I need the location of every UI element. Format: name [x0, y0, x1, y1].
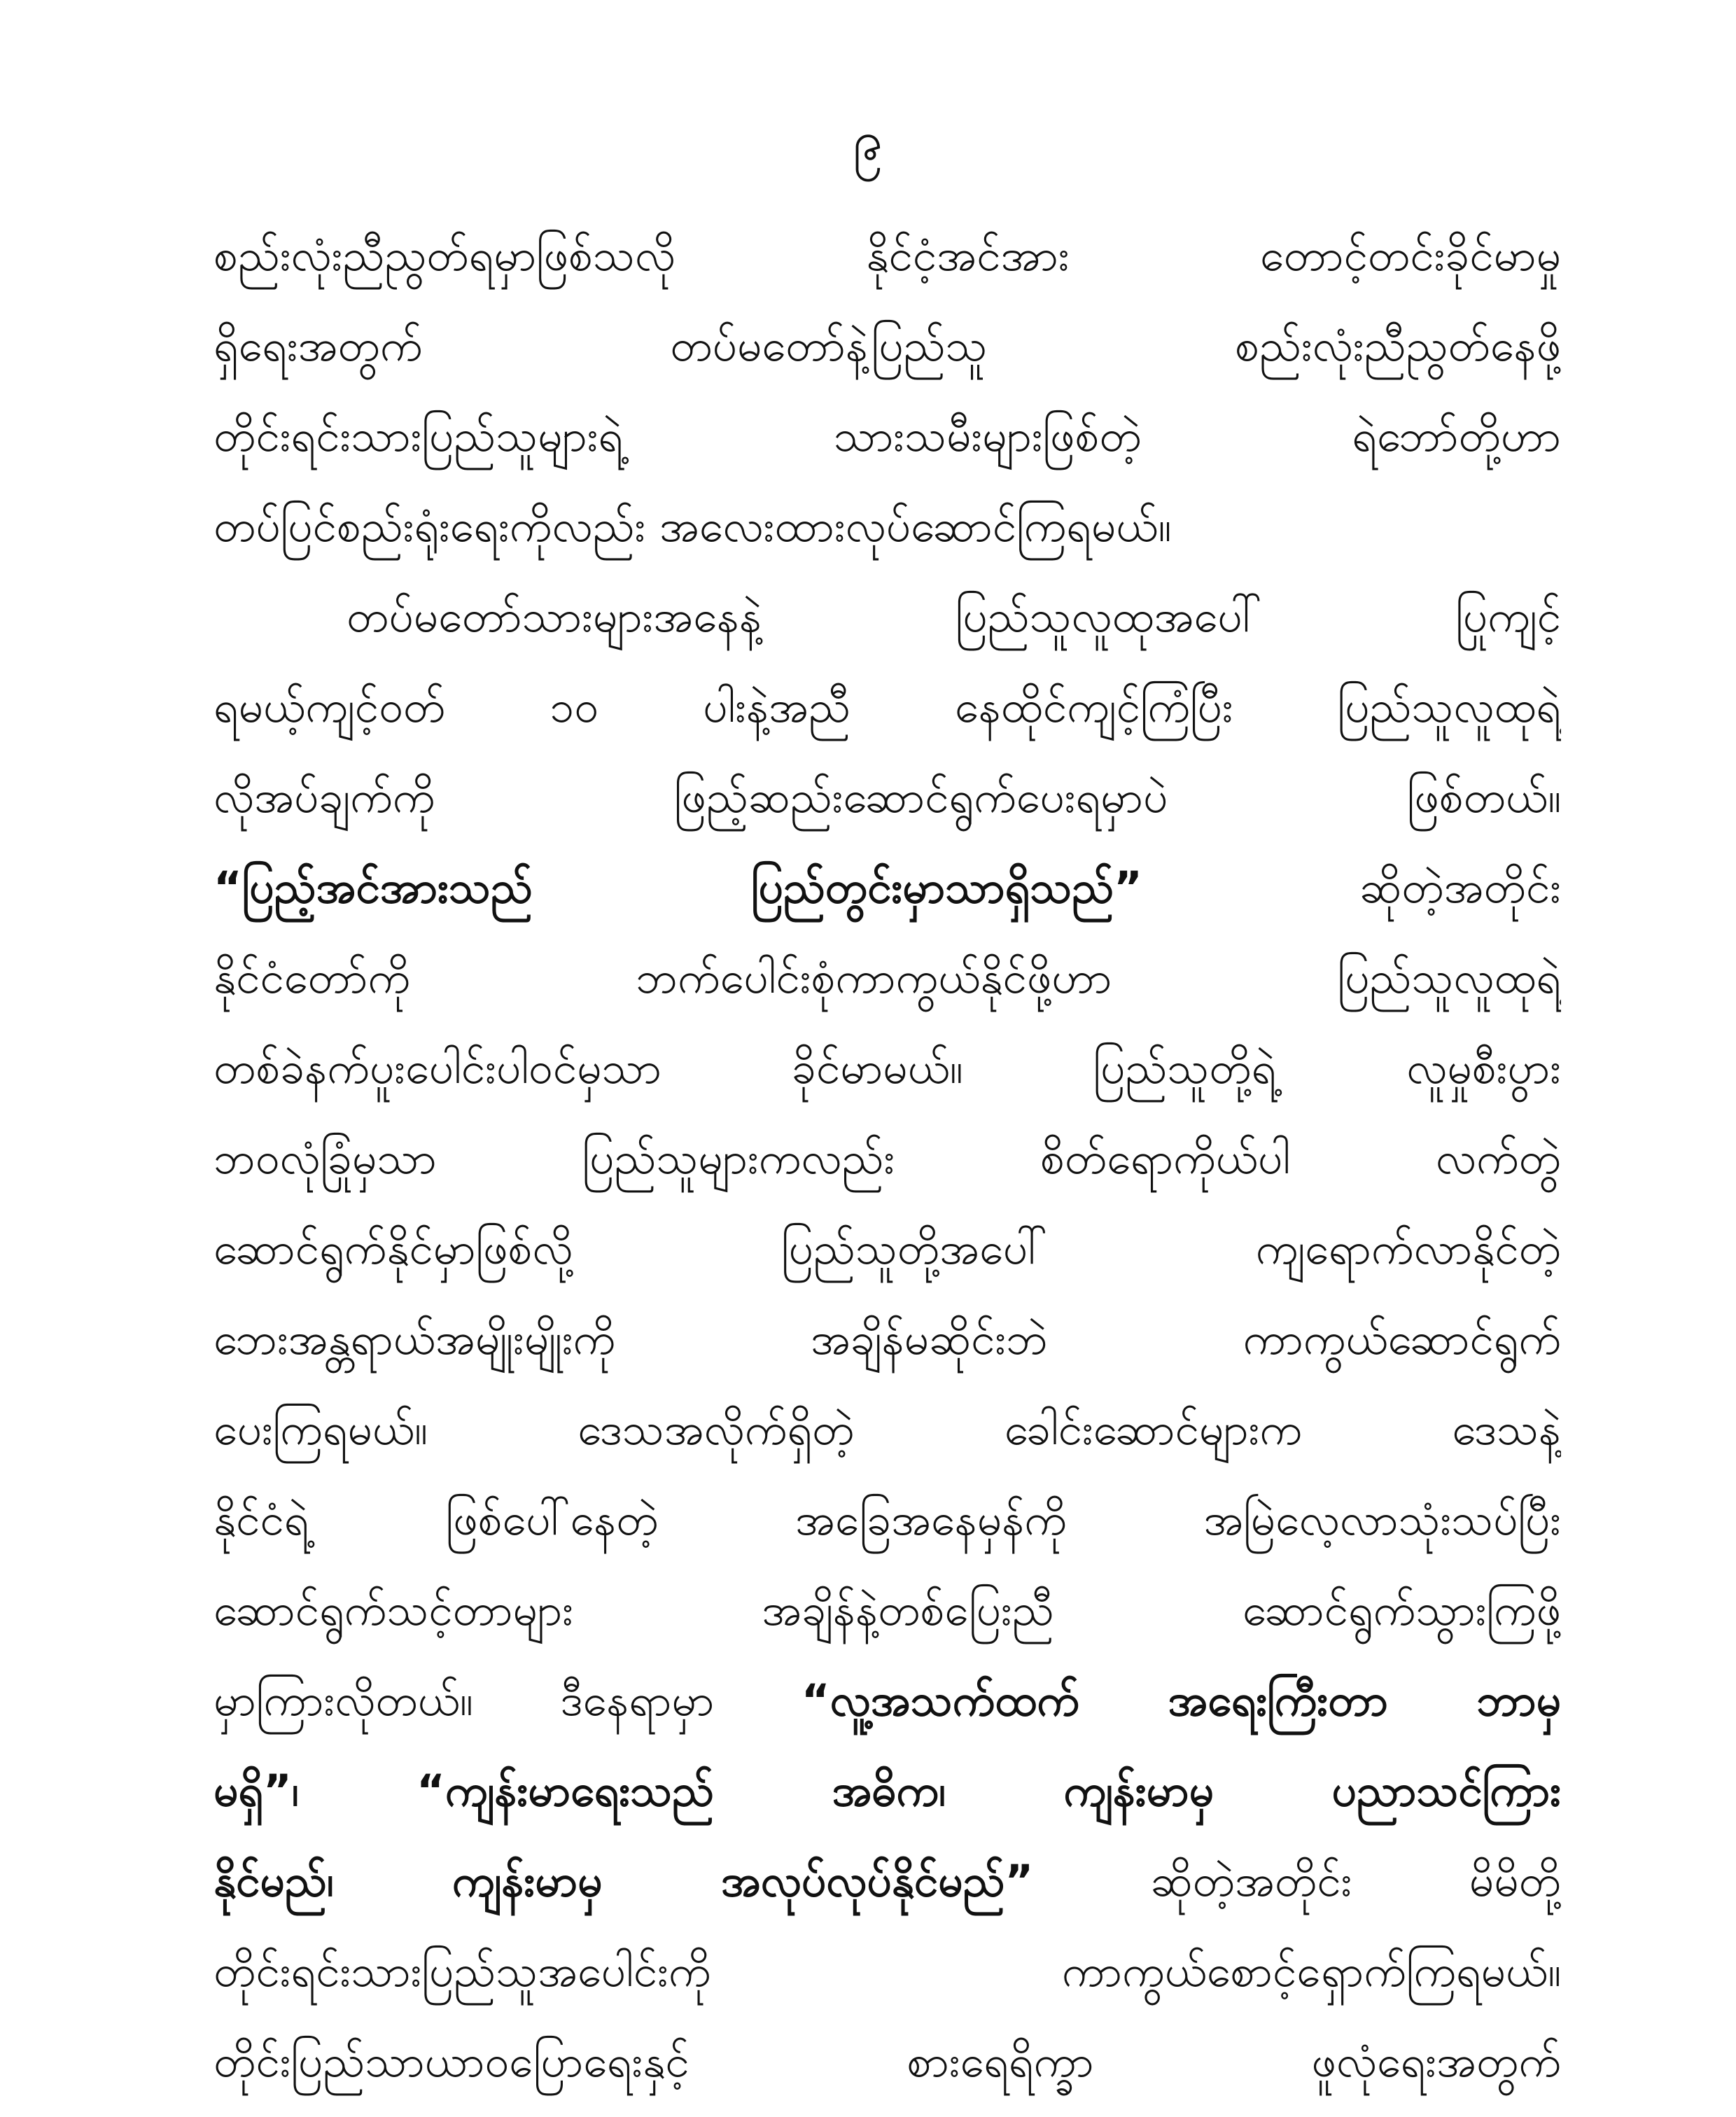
- text-span: တပ်မတော်သားများအနေနဲ့ ပြည်သူလူထုအပေါ် ပြုကျင့်: [346, 591, 1561, 642]
- text-line: [214, 1836, 1561, 1926]
- text-line: [214, 1023, 1561, 1113]
- text-line: [214, 1474, 1561, 1565]
- bold-quote: “ပြည့်အင်အားသည် ပြည်တွင်းမှာသာရှိသည်”: [214, 862, 1142, 913]
- text-span: တိုင်းရင်းသားပြည်သူအပေါင်းကို ကာကွယ်စောင့်ရှောက်ကြရမယ်။: [214, 1945, 1561, 1997]
- text-span: ဆိုတဲ့အတိုင်း: [1142, 862, 1561, 913]
- text-line: [214, 2016, 1561, 2106]
- text-span: တစ်ခဲနက်ပူးပေါင်းပါဝင်မှသာ ခိုင်မာမယ်။ ပြည်သူတို့ရဲ့ လူမှုစီးပွား: [214, 1042, 1561, 1094]
- text-span: ဘဝလုံခြုံမှသာ ပြည်သူများကလည်း စိတ်ရောကိုယ်ပါ လက်တွဲ: [214, 1133, 1561, 1184]
- text-span: စည်းလုံးညီညွတ်ရမှာဖြစ်သလို နိုင်ငံ့အင်အား တောင့်တင်းခိုင်မာမှု: [214, 230, 1561, 281]
- text-line: [214, 1113, 1561, 1203]
- text-span: တပ်ပြင်စည်းရုံးရေးကိုလည်း အလေးထားလုပ်ဆောင်ကြရမယ်။: [214, 501, 1172, 552]
- text-line: [214, 1745, 1561, 1836]
- bold-quote: မရှိ”၊ “ကျန်းမာရေးသည် အဓိက၊ ကျန်းမာမှ ပညာသင်ကြား: [214, 1765, 1561, 1816]
- text-span: တိုင်းပြည်သာယာဝပြောရေးနှင့် စားရေရိက္ခာ ဖူလုံရေးအတွက်: [214, 2036, 1561, 2087]
- text-line: [214, 932, 1561, 1023]
- text-line: [214, 210, 1561, 300]
- text-span: ဆောင်ရွက်သင့်တာများ အချိန်နဲ့တစ်ပြေးညီ ဆောင်ရွက်သွားကြဖို့: [214, 1584, 1561, 1635]
- page-number: ၉: [853, 109, 883, 171]
- text-line: [214, 481, 1561, 571]
- text-line: [214, 842, 1561, 932]
- text-span: ရမယ့်ကျင့်ဝတ် ၁၀ ပါးနဲ့အညီ နေထိုင်ကျင့်ကြံပြီး ပြည်သူလူထုရဲ့: [214, 681, 1561, 732]
- text-line: [214, 1384, 1561, 1474]
- text-span: နိုင်ငံတော်ကို ဘက်ပေါင်းစုံကာကွယ်နိုင်ဖို့ဟာ ပြည်သူလူထုရဲ့: [214, 952, 1561, 1003]
- text-line: [214, 1565, 1561, 1655]
- bold-quote: နိုင်မည်၊ ကျန်းမာမှ အလုပ်လုပ်နိုင်မည်”: [214, 1855, 1034, 1906]
- text-line: [214, 1655, 1561, 1745]
- bold-quote: “လူ့အသက်ထက် အရေးကြီးတာ ဘာမှ: [801, 1675, 1561, 1726]
- text-span: တိုင်းရင်းသားပြည်သူများရဲ့ သားသမီးများဖြစ်တဲ့ ရဲဘော်တို့ဟာ: [214, 410, 1561, 461]
- text-line: [214, 1203, 1561, 1294]
- text-line: [214, 300, 1561, 391]
- body-text: [214, 210, 1561, 2106]
- text-line: [214, 1926, 1561, 2016]
- text-line: [214, 1294, 1561, 1384]
- text-line: [214, 752, 1561, 842]
- text-line: [214, 571, 1561, 662]
- text-line: [214, 391, 1561, 481]
- text-span: ဆိုတဲ့အတိုင်း မိမိတို့: [1033, 1855, 1561, 1906]
- text-span: နိုင်ငံရဲ့ ဖြစ်ပေါ်နေတဲ့ အခြေအနေမှန်ကို အမြဲလေ့လာသုံးသပ်ပြီး: [214, 1494, 1561, 1545]
- text-span: ပေးကြရမယ်။ ဒေသအလိုက်ရှိတဲ့ ခေါင်းဆောင်များက ဒေသနဲ့: [214, 1404, 1561, 1455]
- text-span: ဘေးအန္တရာယ်အမျိုးမျိုးကို အချိန်မဆိုင်းဘဲ ကာကွယ်ဆောင်ရွက်: [214, 1313, 1561, 1364]
- text-span: လိုအပ်ချက်ကို ဖြည့်ဆည်းဆောင်ရွက်ပေးရမှာပဲ ဖြစ်တယ်။: [214, 771, 1561, 823]
- text-span: မှာကြားလိုတယ်။ ဒီနေရာမှာ: [214, 1675, 802, 1726]
- text-span: ရှိရေးအတွက် တပ်မတော်နဲ့ပြည်သူ စည်းလုံးညီညွတ်နေဖို့: [214, 320, 1561, 371]
- text-span: ဆောင်ရွက်နိုင်မှာဖြစ်လို့ ပြည်သူတို့အပေါ် ကျရောက်လာနိုင်တဲ့: [214, 1223, 1561, 1274]
- text-line: [214, 662, 1561, 752]
